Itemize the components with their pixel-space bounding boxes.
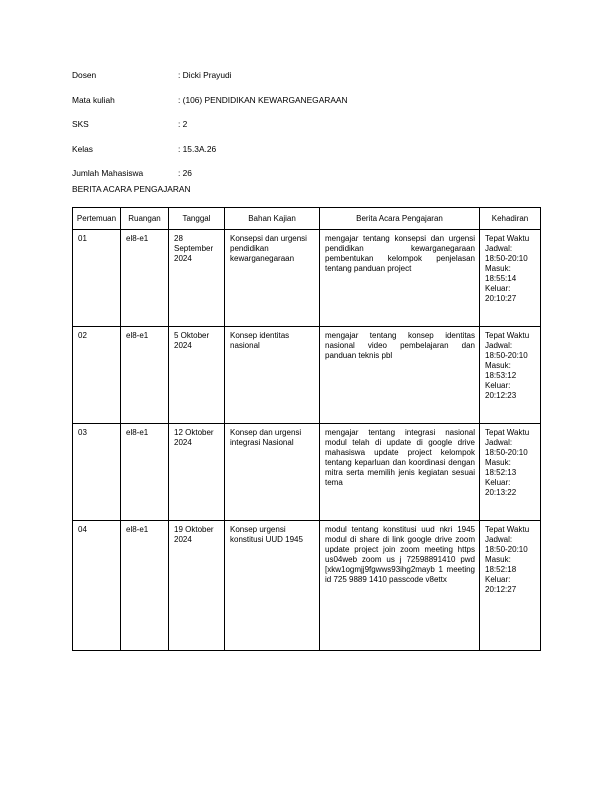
info-value-mata-kuliah: : (106) PENDIDIKAN KEWARGANEGARAAN (178, 94, 348, 105)
column-header-ruangan: Ruangan (121, 208, 169, 230)
cell-pertemuan: 02 (73, 327, 121, 424)
course-info (72, 70, 532, 193)
info-label-dosen: Dosen (72, 70, 97, 80)
cell-ruangan: el8-e1 (121, 424, 169, 521)
info-value-dosen: : Dicki Prayudi (178, 70, 232, 80)
cell-berita-acara: mengajar tentang integrasi nasional modul telah di update di google drive mahasiswa update project kelompok tentang keparluan dan koordinasi dengan mitra serta memilih jenis kegiatan sesuai tema (320, 424, 480, 521)
cell-berita-acara: modul tentang konstitusi uud nkri 1945 modul di share di link google drive zoom update project join zoom meeting https us04web zoom us j 72598891410 pwd [xkw1ogmjj9fgwws93ihg2mayb 1 meeting id 725 9889 1410 passcode v8ettx (320, 521, 480, 651)
table-row (73, 230, 541, 327)
column-header-bahan-kajian: Bahan Kajian (225, 208, 320, 230)
cell-kehadiran: Tepat Waktu Jadwal: 18:50-20:10 Masuk: 18:52:13 Keluar: 20:13:22 (480, 424, 541, 521)
cell-tanggal: 28 September 2024 (169, 230, 225, 327)
cell-bahan-kajian: Konsep dan urgensi integrasi Nasional (225, 424, 320, 521)
cell-tanggal: 19 Oktober 2024 (169, 521, 225, 651)
cell-pertemuan: 01 (73, 230, 121, 327)
info-value-jumlah-mahasiswa: : 26 (178, 168, 192, 178)
info-row-sks (72, 119, 532, 144)
cell-berita-acara: mengajar tentang konsepsi dan urgensi pendidikan kewarganegaraan pembentukan kelompok penjelasan tentang panduan project (320, 230, 480, 327)
table-row (73, 327, 541, 424)
info-row-mata-kuliah (72, 95, 532, 120)
cell-ruangan: el8-e1 (121, 230, 169, 327)
cell-tanggal: 5 Oktober 2024 (169, 327, 225, 424)
table-row (73, 424, 541, 521)
cell-pertemuan: 04 (73, 521, 121, 651)
info-row-kelas (72, 144, 532, 169)
section-title: BERITA ACARA PENGAJARAN (72, 184, 191, 194)
cell-tanggal: 12 Oktober 2024 (169, 424, 225, 521)
column-header-tanggal: Tanggal (169, 208, 225, 230)
column-header-pertemuan: Pertemuan (73, 208, 121, 230)
info-label-kelas: Kelas (72, 143, 93, 154)
table-header-row (73, 208, 541, 230)
cell-ruangan: el8-e1 (121, 521, 169, 651)
teaching-record-table (72, 207, 541, 651)
cell-ruangan: el8-e1 (121, 327, 169, 424)
cell-kehadiran: Tepat Waktu Jadwal: 18:50-20:10 Masuk: 18:53:12 Keluar: 20:12:23 (480, 327, 541, 424)
cell-kehadiran: Tepat Waktu Jadwal: 18:50-20:10 Masuk: 18:52:18 Keluar: 20:12:27 (480, 521, 541, 651)
column-header-kehadiran: Kehadiran (480, 208, 541, 230)
info-label-mata-kuliah: Mata kuliah (72, 94, 115, 105)
cell-kehadiran: Tepat Waktu Jadwal: 18:50-20:10 Masuk: 18:55:14 Keluar: 20:10:27 (480, 230, 541, 327)
cell-bahan-kajian: Konsep identitas nasional (225, 327, 320, 424)
cell-pertemuan: 03 (73, 424, 121, 521)
info-value-sks: : 2 (178, 119, 188, 129)
cell-berita-acara: mengajar tentang konsep identitas nasional video pembelajaran dan panduan teknis pbl (320, 327, 480, 424)
info-row-dosen (72, 70, 532, 95)
info-label-jumlah-mahasiswa: Jumlah Mahasiswa (72, 168, 144, 178)
info-value-kelas: : 15.3A.26 (178, 143, 217, 154)
cell-bahan-kajian: Konsepsi dan urgensi pendidikan kewarganegaraan (225, 230, 320, 327)
column-header-berita-acara: Berita Acara Pengajaran (320, 208, 480, 230)
cell-bahan-kajian: Konsep urgensi konstitusi UUD 1945 (225, 521, 320, 651)
table-row (73, 521, 541, 651)
info-label-sks: SKS (72, 119, 89, 129)
